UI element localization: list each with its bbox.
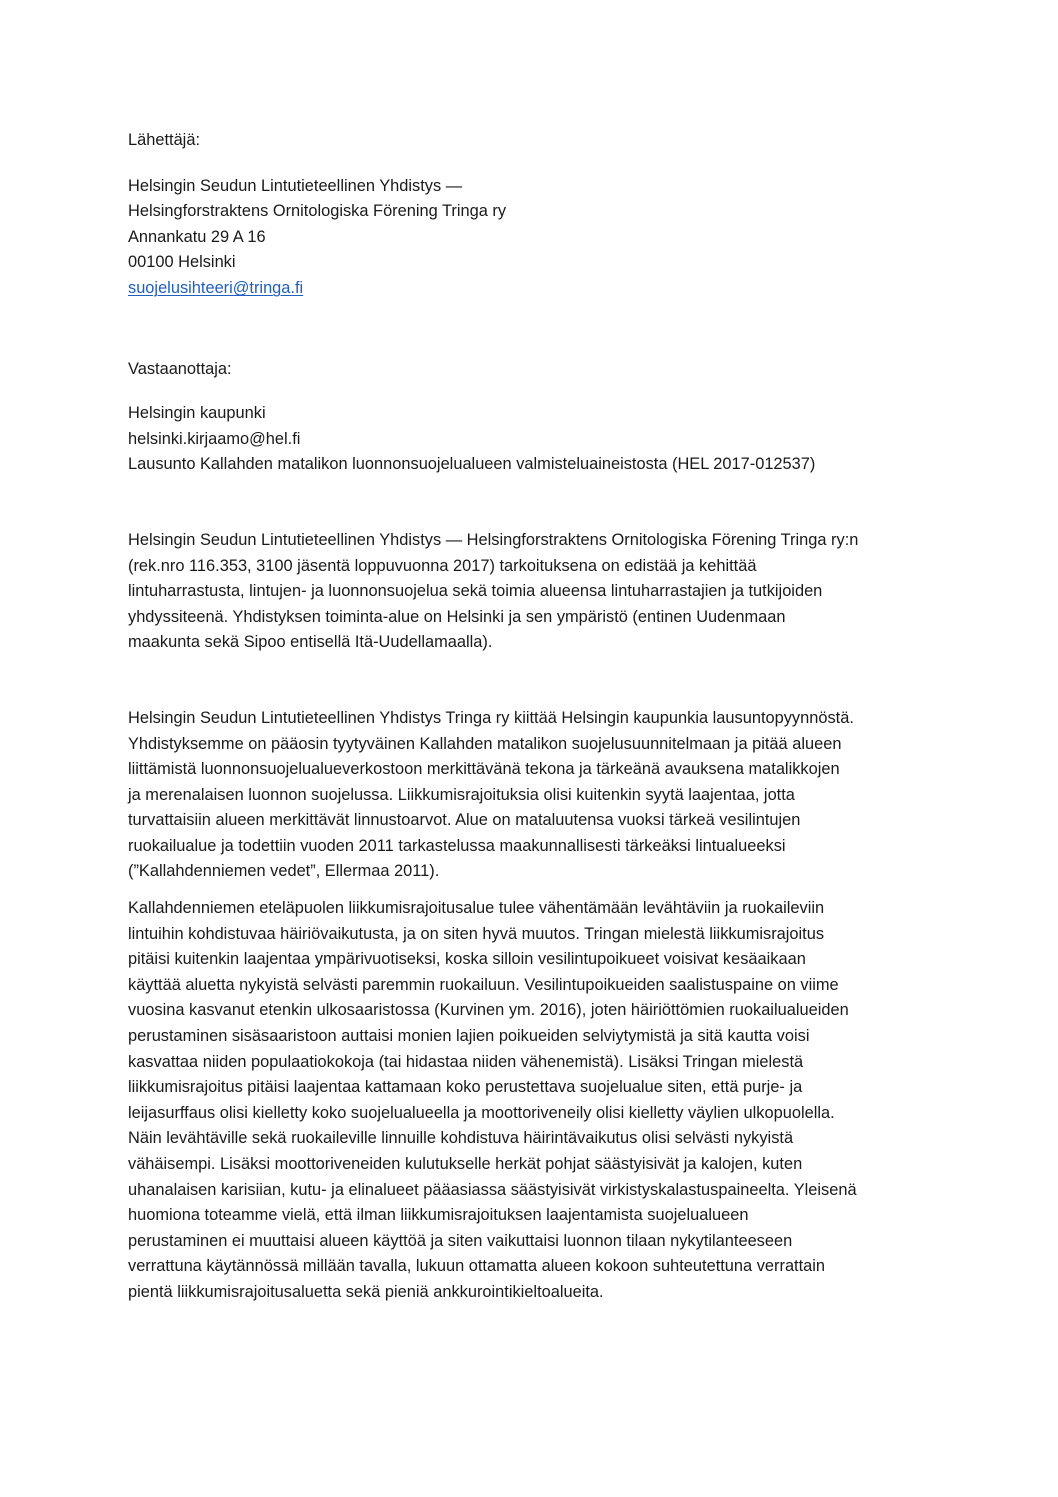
paragraph-line: kasvattaa niiden populaatiokokoja (tai hidastaa niiden vähenemistä). Lisäksi Tringan mielestä: [128, 1052, 804, 1071]
paragraph-line: pientä liikkumisrajoitusaluetta sekä pieniä ankkurointikieltoalueita.: [128, 1282, 604, 1301]
paragraph-line: ja merenalaisen luonnon suojelussa. Liikkumisrajoituksia olisi kuitenkin syytä laajentaa, jotta: [128, 785, 795, 804]
paragraph-line: perustaminen sisäsaaristoon auttaisi monien lajien poikueiden selviytymistä ja sitä kautta voisi: [128, 1027, 810, 1046]
recipient-label-block: [128, 357, 938, 383]
spacer: [128, 302, 938, 357]
sender-label-block: [128, 128, 938, 154]
recipient-label: Vastaanottaja:: [128, 359, 232, 378]
paragraph-thanks: [128, 706, 938, 885]
sender-street: Annankatu 29 A 16: [128, 227, 266, 246]
paragraph-line: vähäisempi. Lisäksi moottoriveneiden kulutukselle herkät pohjat säästyisivät ja kalojen, kuten: [128, 1155, 803, 1173]
paragraph-line: pitäisi kuitenkin laajentaa ympärivuotiseksi, koska silloin vesilintupoikueet voisivat kesäaikaan: [128, 950, 806, 969]
recipient-address: [128, 401, 938, 478]
paragraph-line: Helsingin Seudun Lintutieteellinen Yhdistys — Helsingforstraktens Ornitologiska Förening Tringa ry:n: [128, 530, 859, 549]
paragraph-line: uhanalaisen karisiian, kutu- ja elinalueet pääasiassa säästyisivät virkistyskalastuspaineelta. Yleisenä: [128, 1180, 857, 1199]
paragraph-line: Helsingin Seudun Lintutieteellinen Yhdistys Tringa ry kiittää Helsingin kaupunkia lausuntopyynnöstä.: [128, 708, 854, 727]
sender-org-line-2: Helsingforstraktens Ornitologiska Förening Tringa ry: [128, 202, 507, 221]
paragraph-line: ruokailualue ja todettiin vuoden 2011 tarkastelussa maakunnallisesti tärkeäksi lintualueeksi: [128, 836, 786, 855]
sender-city: 00100 Helsinki: [128, 253, 236, 272]
sender-org-line-1: Helsingin Seudun Lintutieteellinen Yhdistys —: [128, 176, 463, 195]
paragraph-line: turvattaisiin alueen merkittävät linnustoarvot. Alue on mataluutensa vuoksi tärkeä vesilintujen: [128, 811, 801, 830]
sender-email-link[interactable]: suojelusihteeri@tringa.fi: [128, 278, 304, 297]
paragraph-line: maakunta sekä Sipoo entisellä Itä-Uudellamaalla).: [128, 633, 493, 652]
paragraph-line: liittämistä luonnonsuojelualueverkostoon merkittävänä tekona ja tärkeänä avauksena matalikkojen: [128, 760, 840, 779]
paragraph-line: käyttää aluetta nykyistä selvästi paremmin ruokailuun. Vesilintupoikueiden saalistuspaine on viime: [128, 975, 839, 994]
paragraph-line: (rek.nro 116.353, 3100 jäsentä loppuvuonna 2017) tarkoituksena on edistää ja kehittää: [128, 556, 757, 575]
paragraph-line: (”Kallahdenniemen vedet”, Ellermaa 2011).: [128, 862, 440, 881]
sender-label: Lähettäjä:: [128, 131, 200, 149]
spacer: [128, 478, 938, 528]
paragraph-line: lintuharrastusta, lintujen- ja luonnonsuojelua sekä toimia alueensa lintuharrastajien ja tutkijoiden: [128, 582, 823, 601]
spacer: [128, 885, 938, 896]
letter-content: [128, 128, 938, 1306]
letter-subject: Lausunto Kallahden matalikon luonnonsuojelualueen valmisteluaineistosta (HEL 2017-012537): [128, 455, 816, 474]
paragraph-line: verrattuna käytännössä millään tavalla, lukuun ottamatta alueen kokoon suhteutettuna verrattain: [128, 1257, 826, 1276]
paragraph-restrictions: [128, 896, 938, 1306]
paragraph-line: Kallahdenniemen eteläpuolen liikkumisrajoitusalue tulee vähentämään levähtäviin ja ruokaileviin: [128, 899, 825, 918]
paragraph-line: leijasurffaus olisi kielletty koko suojelualueella ja moottoriveneily olisi kielletty väylien ulkopuolella.: [128, 1103, 835, 1122]
paragraph-intro: [128, 528, 938, 656]
spacer: [128, 656, 938, 706]
recipient-email: helsinki.kirjaamo@hel.fi: [128, 429, 301, 448]
paragraph-line: perustaminen ei muuttaisi alueen käyttöä ja siten vaikuttaisi luonnon tilaan nykytilanteeseen: [128, 1231, 793, 1250]
paragraph-line: liikkumisrajoitus pitäisi laajentaa kattamaan koko perustettava suojelualue siten, että purje- ja: [128, 1078, 803, 1097]
sender-email-line: [128, 276, 938, 302]
paragraph-line: Näin levähtäville sekä ruokaileville linnuille kohdistuva häirintävaikutus olisi selvästi nykyistä: [128, 1129, 794, 1148]
sender-address: [128, 174, 938, 302]
paragraph-line: lintuihin kohdistuvaa häiriövaikutusta, ja on siten hyvä muutos. Tringan mielestä liikkumisrajoitus: [128, 924, 825, 943]
paragraph-line: Yhdistyksemme on pääosin tyytyväinen Kallahden matalikon suojelusuunnitelmaan ja pitää alueen: [128, 734, 842, 753]
recipient-name: Helsingin kaupunki: [128, 404, 266, 423]
paragraph-line: vuosina kasvanut etenkin ulkosaaristossa (Kurvinen ym. 2016), joten häiriöttömien ruokailualueiden: [128, 1001, 849, 1020]
paragraph-line: yhdyssiteenä. Yhdistyksen toiminta-alue on Helsinki ja sen ympäristö (entinen Uudenmaan: [128, 607, 786, 626]
paragraph-line: huomiona toteamme vielä, että ilman liikkumisrajoituksen laajentamista suojelualueen: [128, 1206, 749, 1225]
